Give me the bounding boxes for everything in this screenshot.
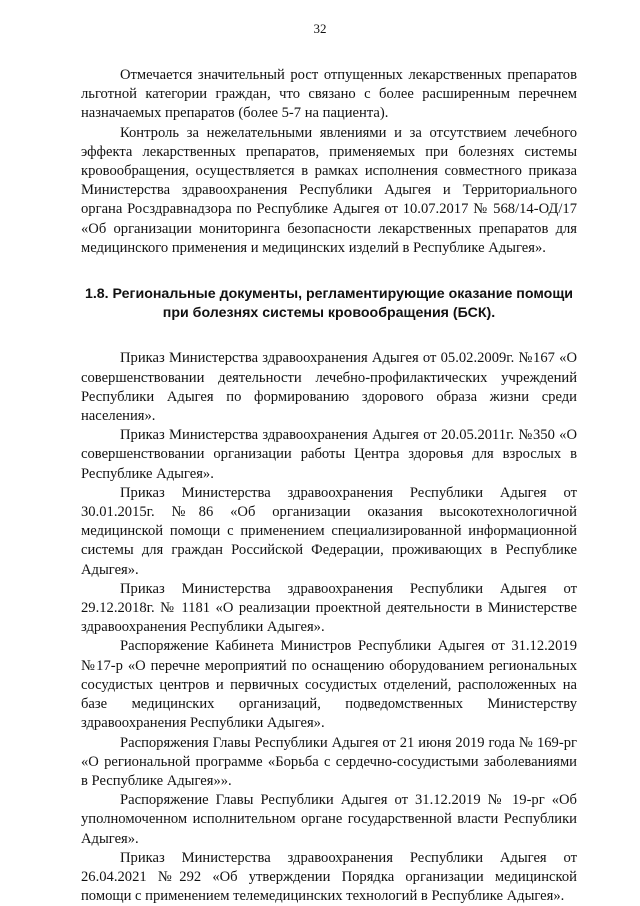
document-body [81,66,577,906]
document-item: Распоряжения Главы Республики Адыгея от 21 июня 2019 года № 169-рг «О региональной программе «Борьба с сердечно-сосудистыми заболеваниями в Республике Адыгея»». [81,734,577,789]
paragraph-adverse-effects-control: Контроль за нежелательными явлениями и за отсутствием лечебного эффекта лекарственных препаратов, применяемых при болезнях системы кровообращения, осуществляется в рамках исполнения совместного приказа Министерства здравоохранения Республики Адыгея и Территориального органа Росздравнадзора по Республике Адыгея от 10.07.2017 № 568/14-ОД/17 «Об организации мониторинга безопасности лекарственных препаратов для медицинского применения и медицинских изделий в Республике Адыгея». [81,124,577,256]
document-item: Распоряжение Кабинета Министров Республики Адыгея от 31.12.2019 №17-р «О перечне мероприятий по оснащению оборудованием региональных сосудистых центров и первичных сосудистых отделений, расположенных на базе медицинских организаций, подведомственных Министерству здравоохранения Республики Адыгея». [81,638,577,732]
document-item: Приказ Министерства здравоохранения Адыгея от 20.05.2011г. №350 «О совершенствовании организации работы Центра здоровья для взрослых в Республике Адыгея». [81,427,577,482]
document-item: Приказ Министерства здравоохранения Республики Адыгея от 29.12.2018г. № 1181 «О реализации проектной деятельности в Министерстве здравоохранения Республики Адыгея». [81,580,577,636]
document-item: Приказ Министерства здравоохранения Республики Адыгея от 30.01.2015г. №86 «Об организации оказания высокотехнологичной медицинской помощи с применением специализированной информационной системы для граждан Российской Федерации, проживающих в Республике Адыгея». [81,484,577,578]
document-item: Приказ Министерства здравоохранения Адыгея от 05.02.2009г. №167 «О совершенствовании деятельности лечебно-профилактических учреждений Республики Адыгея по формированию здорового образа жизни среди населения». [81,350,577,425]
paragraph-drug-growth: Отмечается значительный рост отпущенных лекарственных препаратов льготной категории граждан, что связано с более расширенным перечнем назначаемых препаратов (более 5-7 на пациента). [81,67,577,122]
page-number: 32 [313,21,327,36]
document-item: Приказ Министерства здравоохранения Республики Адыгея от 26.04.2021 №292 «Об утверждении Порядка организации медицинской помощи с применением телемедицинских технологий в Республике Адыгея». [81,849,577,905]
section-heading: 1.8. Региональные документы, регламентирующие оказание помощи при болезнях системы кровообращения (БСК). [84,286,574,322]
document-item: Распоряжение Главы Республики Адыгея от 31.12.2019 № 19-рг «Об уполномоченном исполнительном органе государственной власти Республики Адыгея». [81,792,577,847]
